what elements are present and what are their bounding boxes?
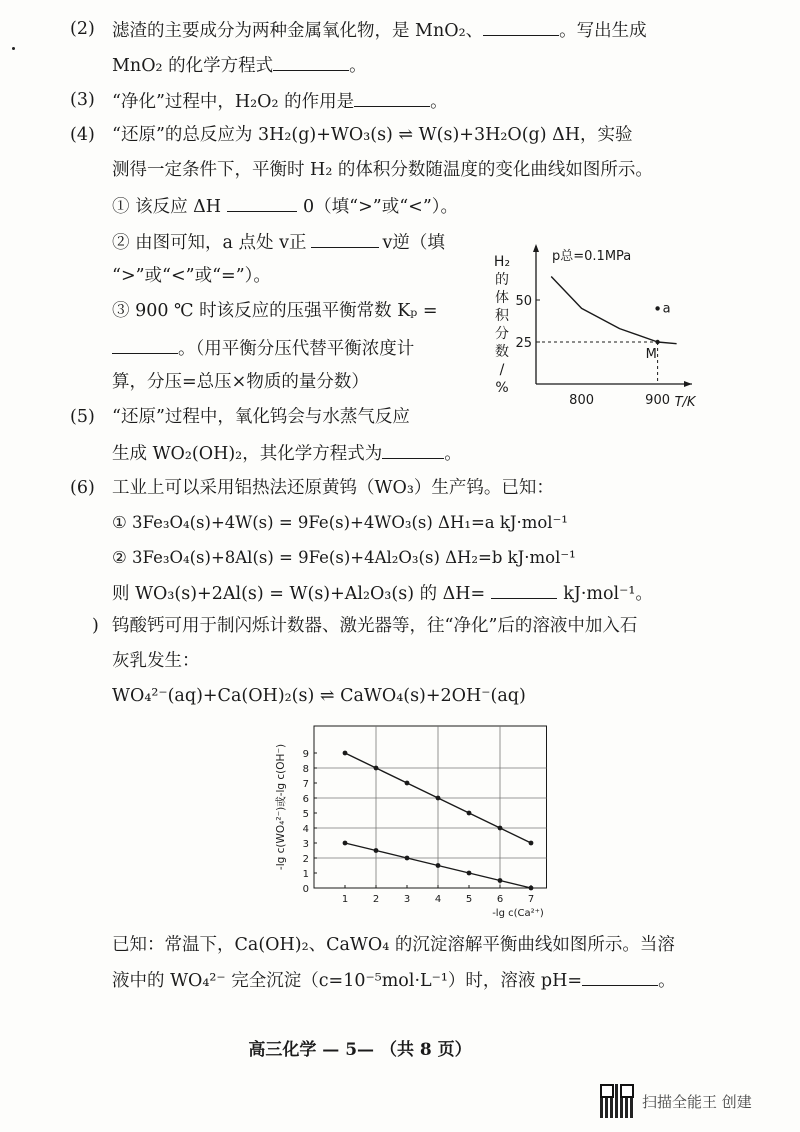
y-tick-label: 25 [515, 336, 532, 351]
data-point-lower [467, 871, 472, 876]
q7-equation: WO₄²⁻(aq)+Ca(OH)₂(s) ⇌ CaWO₄(s)+2OH⁻(aq) [112, 686, 526, 706]
y-tick-label: 7 [302, 779, 309, 790]
y-axis-label-char: 积 [495, 308, 509, 324]
y-tick-label: 50 [515, 294, 532, 309]
q7-text2 [112, 967, 676, 993]
q4-sub2-line2: “>”或“<”或“=”）。 [112, 266, 271, 286]
q2-line2-text: MnO₂ 的化学方程式 [112, 56, 274, 76]
y-axis-label-char: / [499, 362, 505, 378]
qr-code-icon [600, 1084, 634, 1118]
x-tick-label: 3 [403, 894, 411, 905]
q7-number: ) [92, 616, 99, 636]
q3-text: “净化”过程中，H₂O₂ 的作用是 [112, 92, 355, 112]
y-axis-label-char: 体 [495, 290, 509, 306]
x-tick-label: 6 [496, 894, 504, 905]
y-tick-label: 0 [302, 884, 309, 895]
q2-line1 [112, 17, 647, 43]
y-axis-label-char: % [495, 380, 509, 396]
y-axis-label-char: 的 [495, 272, 509, 288]
data-point-upper [436, 796, 441, 801]
x-axis-arrow [684, 381, 692, 387]
q6-line1: 工业上可以采用铝热法还原黄钨（WO₃）生产钨。已知： [112, 478, 554, 498]
q7-line2: 灰乳发生： [112, 651, 200, 671]
y-tick-label: 3 [302, 839, 309, 850]
data-point-lower [405, 856, 410, 861]
data-point-lower [436, 863, 441, 868]
q4-sub2-tail: v逆（填 [382, 233, 445, 253]
q5-line1: “还原”过程中，氧化钨会与水蒸气反应 [112, 407, 410, 427]
watermark-text: 扫描全能王 创建 [642, 1092, 752, 1111]
q2-line1-text: 滤渣的主要成分为两种金属氧化物，是 MnO₂、 [112, 21, 484, 41]
q3-blank[interactable] [354, 88, 430, 107]
q4-sub1-tail: 0（填“>”或“<”）。 [303, 197, 459, 217]
q4-sub3: ③ 900 ℃ 时该反应的压强平衡常数 Kₚ = [112, 301, 438, 321]
q2-blank2[interactable] [273, 52, 349, 71]
q5-number: (5) [70, 407, 95, 427]
data-point-upper [498, 826, 503, 831]
q4-blank3[interactable] [112, 335, 178, 354]
q6-number: (6) [70, 478, 95, 498]
q2-number: (2) [70, 19, 95, 39]
q5-tail: 。 [444, 444, 462, 464]
q5-blank[interactable] [382, 440, 444, 459]
data-point-upper [405, 781, 410, 786]
h2-chart-plot [494, 244, 697, 410]
q4-sub1 [112, 193, 458, 219]
data-point-upper [529, 841, 534, 846]
q7-text2-body: 液中的 WO₄²⁻ 完全沉淀（c=10⁻⁵mol·L⁻¹）时，溶液 pH= [112, 971, 583, 991]
stray-dot [12, 47, 15, 50]
q6-eq1: ① 3Fe₃O₄(s)+4W(s) = 9Fe(s)+4WO₃(s) ΔH₁=a kJ·mol⁻¹ [112, 513, 568, 532]
q7-line1: 钨酸钙可用于制闪烁计数器、激光器等，往“净化”后的溶液中加入石 [112, 616, 638, 636]
y-axis-label-char: H₂ [493, 254, 511, 270]
q4-sub3-line2 [112, 335, 414, 361]
x-tick-label: 1 [341, 894, 349, 905]
q6-eq2: ② 3Fe₃O₄(s)+8Al(s) = 9Fe(s)+4Al₂O₃(s) ΔH₂=b kJ·mol⁻¹ [112, 548, 576, 567]
q4-sub3-line2-text: 。（用平衡分压代替平衡浓度计 [178, 339, 415, 359]
q4-sub2 [112, 229, 445, 255]
y-tick-label: 8 [302, 764, 309, 775]
y-tick-label: 9 [302, 749, 309, 760]
q7-text1: 已知：常温下，Ca(OH)₂、CaWO₄ 的沉淀溶解平衡曲线如图所示。当溶 [112, 935, 675, 955]
y-axis-arrow [533, 244, 539, 252]
q3-number: (3) [70, 90, 95, 110]
q6-line4-tail: kJ·mol⁻¹。 [563, 584, 653, 604]
solubility-chart-plot [274, 726, 547, 919]
point-label-a: a [662, 301, 671, 317]
q4-number: (4) [70, 125, 95, 145]
x-tick-label: 7 [527, 894, 535, 905]
q6-line4 [112, 580, 653, 606]
q3-line [112, 88, 448, 114]
solubility-chart [270, 718, 560, 923]
point-label-M: M [645, 347, 657, 362]
x-axis-label: -lg c(Ca²⁺) [492, 908, 544, 919]
x-axis-label: T/K [674, 395, 696, 410]
q5-line2 [112, 440, 462, 466]
q4-sub3-line3: 算，分压=总压×物质的量分数） [112, 372, 369, 392]
q6-line4-text: 则 WO₃(s)+2Al(s) = W(s)+Al₂O₃(s) 的 ΔH= [112, 584, 486, 604]
data-point-upper [467, 811, 472, 816]
data-point-lower [498, 878, 503, 883]
x-tick-label: 2 [372, 894, 380, 905]
q4-blank2[interactable] [311, 229, 379, 248]
q5-line2-text: 生成 WO₂(OH)₂，其化学方程式为 [112, 444, 383, 464]
y-axis-label-char: 分 [495, 326, 509, 342]
q6-blank[interactable] [491, 580, 557, 599]
q2-line2-tail: 。 [349, 56, 367, 76]
y-tick-label: 5 [302, 809, 309, 820]
q4-line1: “还原”的总反应为 3H₂(g)+WO₃(s) ⇌ W(s)+3H₂O(g) ΔH，实验 [112, 125, 633, 145]
y-tick-label: 6 [302, 794, 309, 805]
y-axis-label-char: 数 [495, 344, 509, 360]
data-point-lower [529, 886, 534, 891]
point-a [655, 306, 659, 310]
q4-line2: 测得一定条件下，平衡时 H₂ 的体积分数随温度的变化曲线如图所示。 [112, 160, 653, 180]
chart-title: p总=0.1MPa [552, 249, 632, 264]
q2-line1-tail: 。写出生成 [559, 21, 647, 41]
y-tick-label: 1 [302, 869, 309, 880]
q7-blank[interactable] [582, 967, 658, 986]
h2-fraction-chart [480, 238, 710, 410]
data-point-upper [374, 766, 379, 771]
q2-line2 [112, 52, 367, 78]
page-footer: 高三化学 — 5— （共 8 页） [248, 1040, 472, 1060]
y-tick-label: 4 [302, 824, 309, 835]
x-tick-label: 900 [645, 393, 671, 408]
point-M [655, 340, 659, 344]
x-tick-label: 4 [434, 894, 442, 905]
data-point-upper [343, 751, 348, 756]
x-tick-label: 5 [465, 894, 473, 905]
data-point-lower [343, 841, 348, 846]
q4-blank1[interactable] [227, 193, 297, 212]
y-axis-label: -lg c(WO₄²⁻)或-lg c(OH⁻) [275, 743, 287, 871]
q7-text2-tail: 。 [658, 971, 676, 991]
q3-tail: 。 [430, 92, 448, 112]
scanner-watermark [600, 1084, 752, 1118]
q2-blank1[interactable] [483, 17, 559, 36]
q4-sub2-text: ② 由图可知，a 点处 v正 [112, 233, 307, 253]
data-point-lower [374, 848, 379, 853]
x-tick-label: 800 [569, 393, 595, 408]
y-tick-label: 2 [302, 854, 309, 865]
q4-sub1-text: ① 该反应 ΔH [112, 197, 222, 217]
